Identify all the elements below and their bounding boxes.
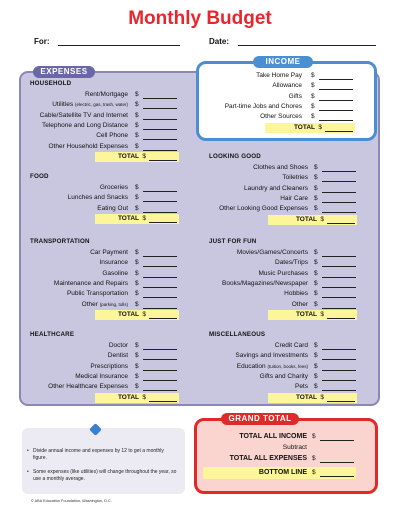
row-dollar: $ [314, 279, 318, 287]
amount-line[interactable] [143, 108, 177, 109]
row-text: Medical Insurance [75, 372, 128, 380]
income-row-label: Take Home Pay [256, 72, 302, 79]
budget-row [200, 351, 308, 361]
section-total-box [268, 310, 357, 320]
row-label [253, 163, 308, 173]
budget-row [20, 142, 128, 152]
budget-row [20, 248, 128, 258]
section-total-box [95, 393, 179, 403]
section-total-label: TOTAL [117, 214, 139, 222]
budget-row [20, 300, 128, 310]
row-text: Prescriptions [90, 362, 128, 370]
section-title: TRANSPORTATION [30, 238, 90, 245]
row-text: Lunches and Snacks [67, 194, 128, 202]
amount-line[interactable] [143, 390, 177, 391]
amount-line[interactable] [322, 308, 356, 309]
budget-row [20, 111, 128, 121]
row-text: Clothes and Shoes [253, 164, 308, 171]
amount-line[interactable] [143, 129, 177, 130]
total-expenses-label: TOTAL ALL EXPENSES [229, 455, 307, 462]
row-label [235, 351, 308, 361]
section-total-line[interactable] [327, 223, 355, 224]
row-text: Maintenance and Repairs [53, 279, 128, 287]
section-total-label: TOTAL [117, 152, 139, 160]
row-dollar: $ [314, 300, 318, 308]
row-text: Education [236, 362, 266, 370]
section-title: MISCELLANEOUS [209, 331, 266, 338]
row-label [259, 269, 309, 279]
budget-row [200, 163, 308, 173]
section-total-dollar: $ [142, 310, 146, 318]
amount-line[interactable] [322, 390, 356, 391]
row-label [85, 90, 128, 100]
amount-line[interactable] [143, 256, 177, 257]
row-text: Other Looking Good Expenses [219, 205, 308, 213]
budget-row [20, 183, 128, 193]
row-text: Utilities [52, 101, 74, 109]
amount-line[interactable] [143, 349, 177, 350]
amount-line[interactable] [143, 150, 177, 151]
row-label [280, 194, 308, 204]
amount-line[interactable] [143, 98, 177, 99]
section-title: JUST FOR FUN [209, 238, 257, 245]
amount-line[interactable] [322, 277, 356, 278]
row-label [219, 204, 308, 214]
income-row-label: Gifts [288, 92, 302, 100]
row-dollar: $ [314, 383, 318, 391]
total-income-dollar: $ [312, 433, 316, 440]
row-text: Other [81, 300, 98, 308]
section-total-dollar: $ [142, 214, 146, 222]
section-total-label: TOTAL [295, 310, 317, 318]
row-label [292, 300, 308, 310]
row-text: Credit Card [274, 342, 308, 349]
note-bullet-icon: • [27, 448, 29, 454]
income-total-box [265, 123, 355, 133]
amount-line[interactable] [143, 287, 177, 288]
income-row-label: Other Sources [260, 113, 302, 121]
section-total-box [95, 214, 179, 224]
amount-line[interactable] [322, 380, 356, 381]
income-amount-line[interactable] [319, 89, 353, 90]
row-label [282, 173, 308, 183]
income-amount-line[interactable] [319, 100, 353, 101]
row-label [67, 289, 128, 299]
row-label [108, 351, 128, 361]
section-total-label: TOTAL [295, 393, 317, 401]
row-label [97, 204, 128, 214]
row-text: Dentist [107, 352, 128, 360]
row-label [100, 183, 128, 193]
section-total-label: TOTAL [117, 310, 139, 318]
row-text: Insurance [99, 259, 128, 267]
budget-row [200, 269, 308, 279]
row-dollar: $ [135, 372, 139, 380]
budget-row [200, 382, 308, 392]
row-text: Public Transportation [66, 290, 128, 298]
amount-line[interactable] [143, 201, 177, 202]
row-dollar: $ [314, 249, 318, 256]
row-label [275, 258, 308, 268]
amount-line[interactable] [322, 202, 356, 203]
budget-row [200, 279, 308, 289]
income-row [200, 92, 302, 102]
row-label [75, 372, 128, 382]
row-text: Rent/Mortgage [85, 91, 128, 98]
page-title: Monthly Budget [128, 8, 272, 29]
row-dollar: $ [314, 259, 318, 267]
section-total-box [95, 152, 179, 162]
row-label [99, 258, 128, 268]
row-dollar: $ [314, 194, 318, 202]
row-label [90, 248, 128, 258]
row-text: Doctor [108, 342, 128, 349]
row-dollar: $ [135, 362, 139, 370]
amount-line[interactable] [143, 297, 177, 298]
budget-row [20, 382, 128, 392]
row-dollar: $ [135, 300, 139, 308]
row-text: Hobbies [284, 290, 308, 298]
bottom-line-label: BOTTOM LINE [258, 469, 307, 476]
row-text: Other [291, 300, 308, 308]
amount-line[interactable] [143, 308, 177, 309]
income-row-dollar: $ [311, 113, 315, 121]
section-total-label: TOTAL [117, 393, 139, 401]
income-row-label: Allowance [272, 82, 302, 90]
amount-line[interactable] [143, 266, 177, 267]
row-dollar: $ [135, 269, 139, 277]
section-total-box [268, 215, 357, 225]
section-total-line[interactable] [327, 318, 355, 319]
row-text: Groceries [99, 184, 128, 191]
row-text: Cable/Satellite TV and Internet [39, 111, 128, 119]
section-total-dollar: $ [320, 215, 324, 223]
row-text: Savings and Investments [235, 352, 308, 360]
row-label [42, 121, 128, 131]
row-text: Car Payment [90, 249, 128, 256]
footer-credit: © ABA Education Foundation, Washington, D.C. [31, 499, 112, 503]
amount-line[interactable] [322, 192, 356, 193]
pushpin-icon [89, 423, 102, 436]
amount-line[interactable] [143, 370, 177, 371]
budget-row [20, 121, 128, 131]
row-text: Pets [294, 383, 308, 391]
row-subtext: (electric, gas, trash, water) [74, 102, 128, 108]
row-label [295, 382, 308, 392]
row-dollar: $ [314, 342, 318, 349]
for-field-line[interactable] [58, 45, 180, 46]
row-label [96, 131, 128, 141]
row-label [222, 279, 308, 289]
total-income-label: TOTAL ALL INCOME [239, 433, 307, 440]
income-row-dollar: $ [311, 72, 315, 79]
row-label [284, 289, 308, 299]
row-text: Laundry and Cleaners [244, 184, 308, 192]
row-text: Movies/Games/Concerts [236, 249, 308, 256]
budget-row [20, 100, 128, 110]
total-income-line[interactable] [320, 440, 354, 441]
budget-row [20, 279, 128, 289]
amount-line[interactable] [143, 139, 177, 140]
total-expenses-line[interactable] [320, 462, 354, 463]
amount-line[interactable] [322, 349, 356, 350]
row-dollar: $ [135, 383, 139, 391]
row-dollar: $ [135, 121, 139, 129]
row-label [102, 269, 128, 279]
row-subtext: (parking, tolls) [99, 301, 128, 307]
row-dollar: $ [314, 269, 318, 277]
amount-line[interactable] [143, 277, 177, 278]
amount-line[interactable] [322, 171, 356, 172]
income-row [200, 71, 302, 81]
income-row-dollar: $ [311, 82, 315, 90]
income-row-label: Part-time Jobs and Chores [224, 102, 302, 110]
row-dollar: $ [135, 142, 139, 150]
amount-line[interactable] [143, 380, 177, 381]
row-text: Hair Care [280, 194, 308, 202]
row-label [260, 372, 308, 382]
income-amount-line[interactable] [319, 79, 353, 80]
section-total-dollar: $ [320, 310, 324, 318]
row-label [82, 300, 128, 310]
row-text: Music Purchases [258, 269, 308, 277]
row-dollar: $ [314, 174, 318, 182]
subtract-label: Subtract [282, 444, 307, 451]
row-label [52, 100, 128, 110]
row-dollar: $ [135, 279, 139, 287]
row-label [237, 362, 308, 372]
row-dollar: $ [135, 91, 139, 98]
amount-line[interactable] [322, 370, 356, 371]
budget-row [20, 341, 128, 351]
income-amount-line[interactable] [319, 120, 353, 121]
budget-row [200, 204, 308, 214]
row-dollar: $ [135, 204, 139, 212]
budget-row [20, 258, 128, 268]
income-row-dollar: $ [311, 102, 315, 110]
row-label [49, 142, 129, 152]
income-total-line[interactable] [325, 131, 353, 132]
row-dollar: $ [314, 164, 318, 171]
amount-line[interactable] [322, 212, 356, 213]
row-dollar: $ [314, 352, 318, 360]
note-1: Divide annual income and expenses by 12 to get a monthly figure. [33, 448, 164, 461]
budget-row [200, 362, 308, 372]
row-label [237, 248, 308, 258]
budget-row [20, 351, 128, 361]
row-dollar: $ [314, 184, 318, 192]
income-pill: INCOME [253, 56, 313, 68]
income-row [200, 102, 302, 112]
date-label: Date: [209, 37, 230, 46]
row-text: Other Healthcare Expenses [48, 383, 128, 391]
budget-row [20, 131, 128, 141]
section-total-line[interactable] [327, 401, 355, 402]
amount-line[interactable] [322, 297, 356, 298]
row-dollar: $ [314, 290, 318, 298]
section-title: HOUSEHOLD [30, 80, 72, 87]
bottom-line-field[interactable] [320, 476, 354, 477]
row-text: Other Household Expenses [48, 142, 128, 150]
income-total-label: TOTAL [293, 123, 315, 131]
amount-line[interactable] [322, 266, 356, 267]
section-total-line[interactable] [149, 401, 177, 402]
budget-row [200, 184, 308, 194]
budget-row [200, 258, 308, 268]
row-text: Dates/Trips [275, 259, 308, 267]
amount-line[interactable] [322, 256, 356, 257]
section-title: HEALTHCARE [30, 331, 75, 338]
row-label [54, 279, 128, 289]
amount-line[interactable] [143, 212, 177, 213]
row-label [275, 341, 308, 351]
row-dollar: $ [135, 194, 139, 202]
total-expenses-dollar: $ [312, 455, 316, 462]
amount-line[interactable] [143, 191, 177, 192]
section-total-dollar: $ [142, 393, 146, 401]
income-row [200, 112, 302, 122]
for-label: For: [34, 37, 50, 46]
income-total-dollar: $ [318, 123, 322, 131]
section-total-box [95, 310, 179, 320]
row-subtext: (tuition, books, fees) [267, 363, 308, 369]
row-text: Toiletries [282, 174, 308, 182]
section-title: FOOD [30, 173, 49, 180]
section-total-dollar: $ [320, 393, 324, 401]
budget-row [200, 289, 308, 299]
amount-line[interactable] [143, 119, 177, 120]
row-label [109, 341, 128, 351]
row-dollar: $ [135, 184, 139, 191]
income-amount-line[interactable] [319, 110, 353, 111]
section-total-line[interactable] [149, 222, 177, 223]
row-dollar: $ [135, 249, 139, 256]
row-dollar: $ [135, 132, 139, 140]
row-text: Gasoline [102, 269, 128, 277]
row-label [90, 362, 128, 372]
amount-line[interactable] [322, 287, 356, 288]
row-dollar: $ [135, 352, 139, 360]
row-dollar: $ [135, 290, 139, 298]
row-text: Telephone and Long Distance [41, 121, 128, 129]
income-row-dollar: $ [311, 92, 315, 100]
budget-row [200, 173, 308, 183]
row-text: Books/Magazines/Newspaper [222, 279, 308, 287]
section-total-line[interactable] [149, 160, 177, 161]
income-row [200, 81, 302, 91]
section-total-box [268, 393, 357, 403]
budget-row [200, 341, 308, 351]
row-dollar: $ [135, 259, 139, 267]
note-bullet-icon: • [27, 469, 29, 475]
budget-row [200, 248, 308, 258]
budget-row [200, 300, 308, 310]
section-total-dollar: $ [142, 152, 146, 160]
row-label [68, 193, 128, 203]
budget-row [20, 90, 128, 100]
budget-row [20, 204, 128, 214]
section-total-label: TOTAL [295, 215, 317, 223]
budget-row [20, 193, 128, 203]
row-text: Cell Phone [96, 132, 128, 140]
budget-row [20, 372, 128, 382]
note-2: Some expenses (like utilities) will change throughout the year, so use a monthly average. [33, 469, 177, 482]
budget-row [200, 372, 308, 382]
row-dollar: $ [135, 111, 139, 119]
bottom-line-dollar: $ [312, 469, 316, 476]
row-label [40, 111, 128, 121]
row-dollar: $ [135, 101, 139, 109]
notes-box [22, 428, 185, 494]
date-field-line[interactable] [238, 45, 376, 46]
expenses-pill: EXPENSES [33, 66, 95, 78]
amount-line[interactable] [143, 359, 177, 360]
section-title: LOOKING GOOD [209, 153, 261, 160]
budget-row [20, 269, 128, 279]
row-dollar: $ [314, 205, 318, 213]
row-text: Eating Out [97, 204, 128, 212]
row-dollar: $ [314, 362, 318, 370]
budget-row [200, 194, 308, 204]
amount-line[interactable] [322, 359, 356, 360]
budget-row [20, 362, 128, 372]
section-total-line[interactable] [149, 318, 177, 319]
amount-line[interactable] [322, 181, 356, 182]
row-label [244, 184, 308, 194]
grand-total-pill: GRAND TOTAL [221, 413, 299, 425]
row-label [48, 382, 128, 392]
row-dollar: $ [135, 342, 139, 349]
row-dollar: $ [314, 372, 318, 380]
budget-row [20, 289, 128, 299]
row-text: Gifts and Charity [259, 372, 308, 380]
